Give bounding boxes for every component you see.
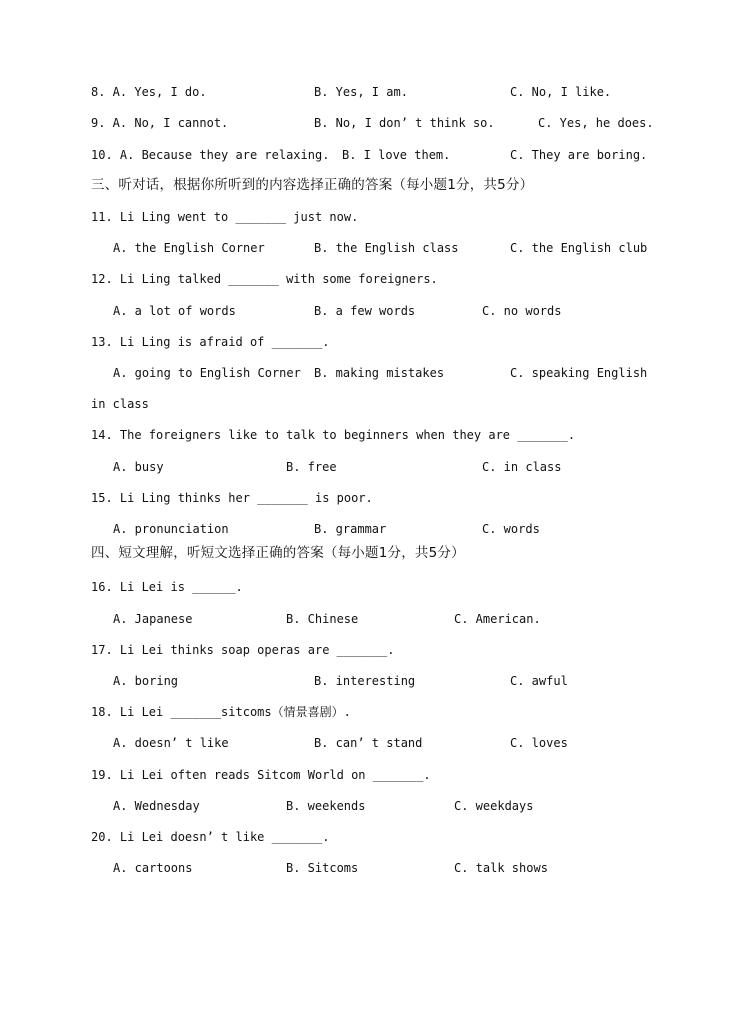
q11-option-b: B. the English class <box>314 241 459 255</box>
q15-option-c: C. words <box>482 522 540 536</box>
q19-option-a: A. Wednesday <box>113 799 200 813</box>
q16-question: 16. Li Lei is ______. <box>91 580 243 594</box>
q10-option-b: B. I love them. <box>342 148 451 162</box>
q13-option-a: A. going to English Corner <box>113 366 301 380</box>
q17-option-a: A. boring <box>113 674 179 688</box>
q20-question: 20. Li Lei doesn’ t like _______. <box>91 830 330 844</box>
q18-option-c: C. loves <box>510 736 568 750</box>
q10-option-a: 10. A. Because they are relaxing. <box>91 148 330 162</box>
q16-option-a: A. Japanese <box>113 612 193 626</box>
q18-option-b: B. can’ t stand <box>314 736 423 750</box>
q15-option-a: A. pronunciation <box>113 522 229 536</box>
q16-option-b: B. Chinese <box>286 612 359 626</box>
q19-option-b: B. weekends <box>286 799 366 813</box>
q9-option-a: 9. A. No, I cannot. <box>91 116 229 130</box>
q13-option-b: B. making mistakes <box>314 366 445 380</box>
q20-option-a: A. cartoons <box>113 861 193 875</box>
q9-option-b: B. No, I don’ t think so. <box>314 116 495 130</box>
q8-option-b: B. Yes, I am. <box>314 85 408 99</box>
q12-option-a: A. a lot of words <box>113 304 236 318</box>
q13-option-c-continued: in class <box>91 397 149 411</box>
q19-question: 19. Li Lei often reads Sitcom World on _______. <box>91 768 431 782</box>
q8-option-a: 8. A. Yes, I do. <box>91 85 207 99</box>
q15-question: 15. Li Ling thinks her _______ is poor. <box>91 491 373 505</box>
q17-option-c: C. awful <box>510 674 568 688</box>
q18-option-a: A. doesn’ t like <box>113 736 229 750</box>
q14-option-c: C. in class <box>482 460 562 474</box>
q11-option-a: A. the English Corner <box>113 241 265 255</box>
q11-option-c: C. the English club <box>510 241 648 255</box>
q8-option-c: C. No, I like. <box>510 85 612 99</box>
section-4-heading: 四、短文理解，听短文选择正确的答案（每小题1分，共5分） <box>91 545 465 561</box>
q14-question: 14. The foreigners like to talk to beginners when they are _______. <box>91 428 576 442</box>
q18-question: 18. Li Lei _______sitcoms（情景喜剧）. <box>91 705 351 719</box>
q17-question: 17. Li Lei thinks soap operas are _______. <box>91 643 395 657</box>
q12-question: 12. Li Ling talked _______ with some foreigners. <box>91 272 438 286</box>
q19-option-c: C. weekdays <box>454 799 534 813</box>
q13-question: 13. Li Ling is afraid of _______. <box>91 335 330 349</box>
section-3-heading: 三、听对话，根据你所听到的内容选择正确的答案（每小题1分，共5分） <box>91 177 534 193</box>
q14-option-b: B. free <box>286 460 337 474</box>
q12-option-b: B. a few words <box>314 304 416 318</box>
q12-option-c: C. no words <box>482 304 562 318</box>
q16-option-c: C. American. <box>454 612 541 626</box>
q13-option-c: C. speaking English <box>510 366 648 380</box>
q14-option-a: A. busy <box>113 460 164 474</box>
q15-option-b: B. grammar <box>314 522 387 536</box>
q17-option-b: B. interesting <box>314 674 416 688</box>
q20-option-b: B. Sitcoms <box>286 861 359 875</box>
q9-option-c: C. Yes, he does. <box>538 116 654 130</box>
q20-option-c: C. talk shows <box>454 861 548 875</box>
q10-option-c: C. They are boring. <box>510 148 648 162</box>
q11-question: 11. Li Ling went to _______ just now. <box>91 210 359 224</box>
